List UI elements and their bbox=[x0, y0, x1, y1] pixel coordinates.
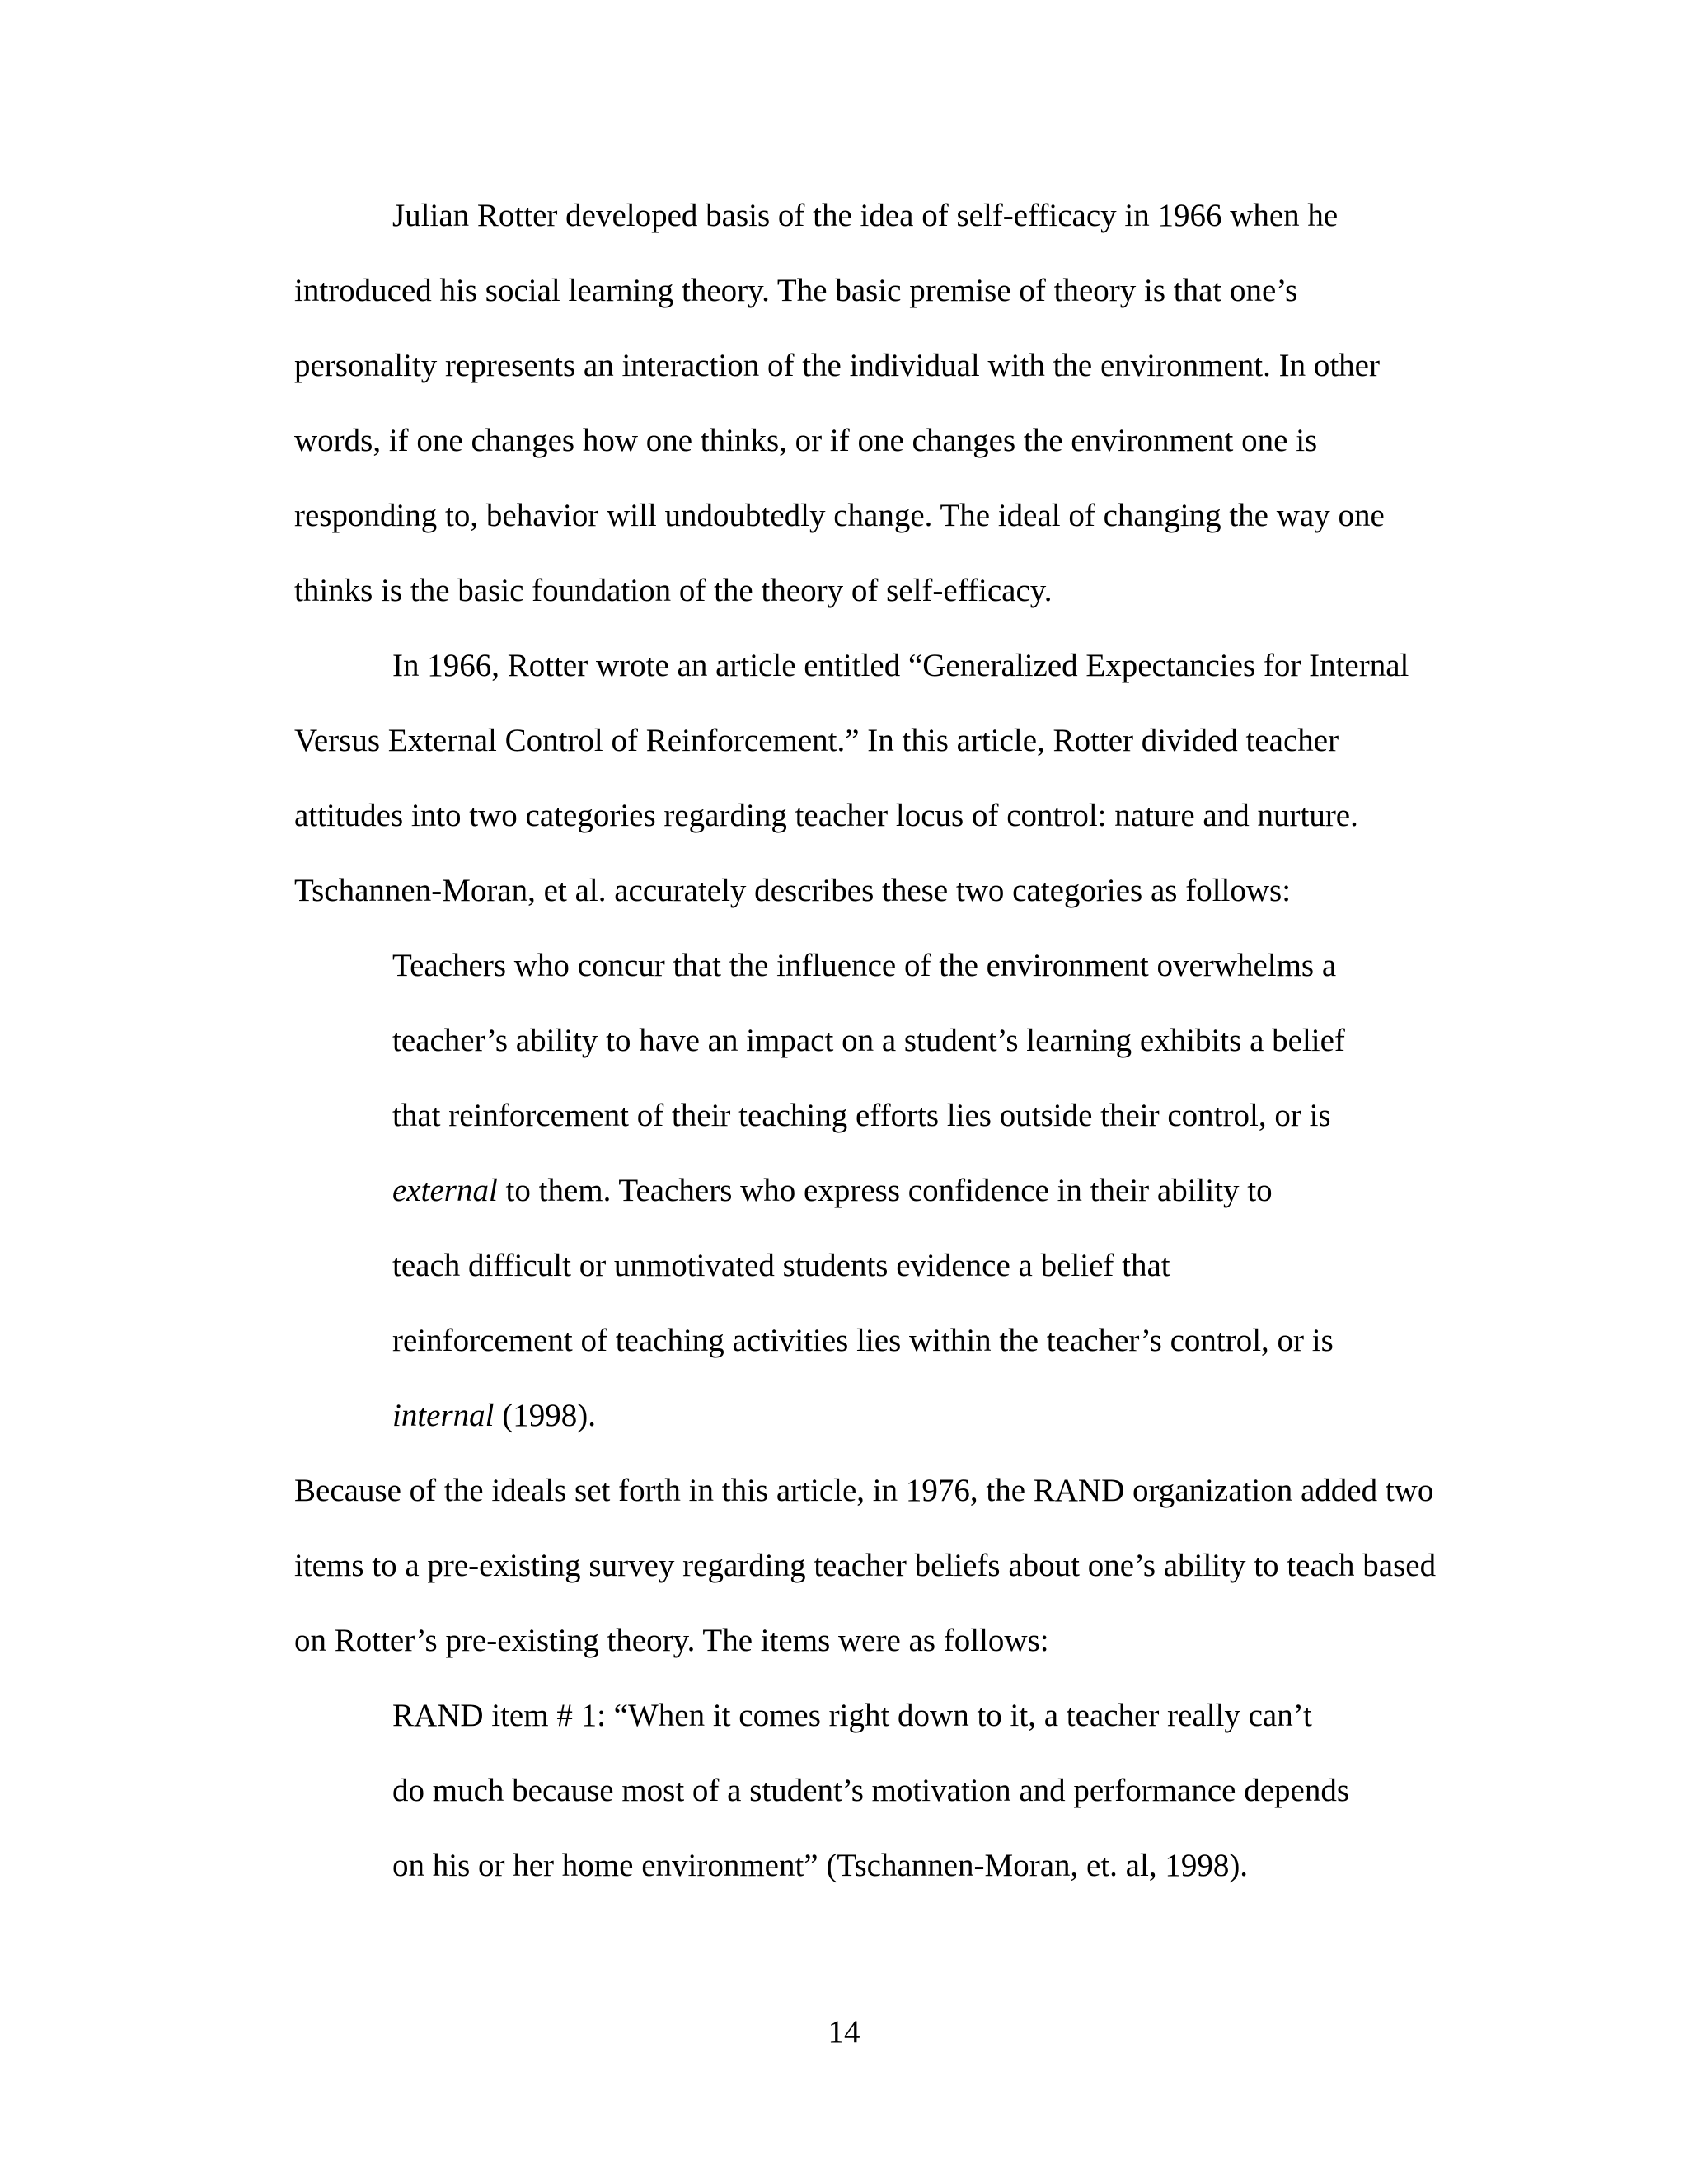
italic-term-external: external bbox=[392, 1173, 498, 1208]
paragraph-3-line: on Rotter’s pre-existing theory. The items were as follows: bbox=[294, 1623, 1049, 1658]
block-quote-line-text: to them. Teachers who express confidence in their ability to bbox=[497, 1173, 1273, 1208]
paragraph-1-line: personality represents an interaction of the individual with the environment. In other bbox=[294, 348, 1380, 383]
paragraph-2-line: Tschannen-Moran, et al. accurately describes these two categories as follows: bbox=[294, 873, 1292, 908]
paragraph-1-line: responding to, behavior will undoubtedly change. The ideal of changing the way one bbox=[294, 498, 1385, 533]
page-number: 14 bbox=[828, 2014, 860, 2050]
paragraph-2-line: In 1966, Rotter wrote an article entitled “Generalized Expectancies for Internal bbox=[392, 648, 1409, 683]
block-quote-line: reinforcement of teaching activities lies within the teacher’s control, or is bbox=[392, 1323, 1334, 1358]
block-quote-line: teach difficult or unmotivated students evidence a belief that bbox=[392, 1248, 1170, 1283]
paragraph-1-line: introduced his social learning theory. The basic premise of theory is that one’s bbox=[294, 273, 1298, 308]
paragraph-1-line: thinks is the basic foundation of the theory of self-efficacy. bbox=[294, 573, 1053, 608]
block-quote-line: teacher’s ability to have an impact on a student’s learning exhibits a belief bbox=[392, 1023, 1345, 1058]
block-quote-line bbox=[392, 1172, 1273, 1210]
rand-item-line: do much because most of a student’s motivation and performance depends bbox=[392, 1773, 1350, 1808]
paragraph-3-line: Because of the ideals set forth in this article, in 1976, the RAND organization added two bbox=[294, 1473, 1434, 1508]
block-quote-line: that reinforcement of their teaching efforts lies outside their control, or is bbox=[392, 1098, 1331, 1133]
paragraph-2-line: Versus External Control of Reinforcement.” In this article, Rotter divided teacher bbox=[294, 723, 1339, 758]
rand-item-line: on his or her home environment” (Tschannen-Moran, et. al, 1998). bbox=[392, 1848, 1249, 1883]
block-quote-line bbox=[392, 1397, 596, 1435]
block-quote-line: Teachers who concur that the influence of the environment overwhelms a bbox=[392, 948, 1337, 983]
block-quote-line-text: (1998). bbox=[494, 1398, 596, 1433]
paragraph-1-line: Julian Rotter developed basis of the idea of self-efficacy in 1966 when he bbox=[392, 198, 1339, 233]
paragraph-3-line: items to a pre-existing survey regarding teacher beliefs about one’s ability to teach based bbox=[294, 1548, 1437, 1583]
paragraph-1-line: words, if one changes how one thinks, or if one changes the environment one is bbox=[294, 423, 1318, 458]
rand-item-line: RAND item # 1: “When it comes right down to it, a teacher really can’t bbox=[392, 1698, 1312, 1733]
italic-term-internal: internal bbox=[392, 1398, 495, 1433]
paragraph-2-line: attitudes into two categories regarding teacher locus of control: nature and nurture. bbox=[294, 798, 1358, 833]
